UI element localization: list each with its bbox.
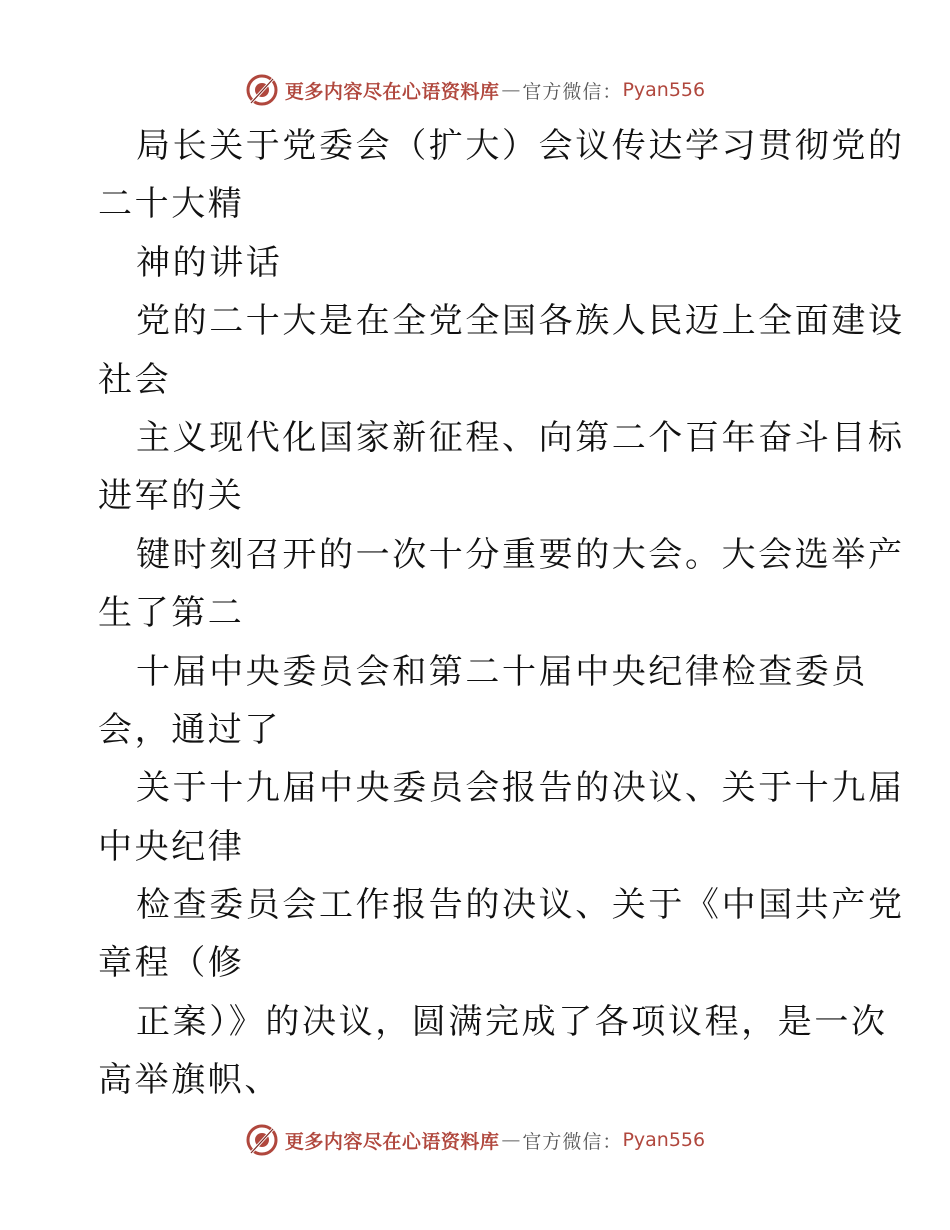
watermark-id: Pyan556 (622, 1129, 706, 1151)
text-line: 正案）》的决议，圆满完成了各项议程，是一次 (136, 1001, 888, 1042)
text-line: 进军的关 (98, 476, 245, 517)
text-line: 党的二十大是在全党全国各族人民迈上全面建设 (136, 301, 905, 342)
text-line: 生了第二 (98, 593, 245, 634)
watermark-id: Pyan556 (622, 79, 706, 101)
text-line: 十届中央委员会和第二十届中央纪律检查委员 (136, 651, 868, 692)
document-body (98, 117, 905, 1110)
text-line: 神的讲话 (136, 242, 283, 283)
text-line: 社会 (98, 359, 172, 400)
text-line: 主义现代化国家新征程、向第二个百年奋斗目标 (136, 417, 905, 458)
footer-watermark (0, 1120, 950, 1160)
watermark-dash: — (501, 79, 521, 101)
text-line: 章程（修 (98, 943, 245, 984)
text-line: 局长关于党委会（扩大）会议传达学习贯彻党的 (136, 126, 905, 166)
quill-logo-icon (245, 1123, 279, 1157)
quill-logo-icon (245, 73, 279, 107)
watermark-label: 官方微信： (522, 80, 623, 103)
text-line: 检查委员会工作报告的决议、关于《中国共产党 (136, 885, 905, 926)
text-line: 高举旗帜、 (98, 1060, 281, 1101)
text-line: 二十大精 (98, 184, 245, 225)
watermark-title: 更多内容尽在心语资料库 (284, 1130, 500, 1153)
text-line: 关于十九届中央委员会报告的决议、关于十九届 (136, 768, 905, 809)
watermark-dash: — (501, 1129, 521, 1151)
header-watermark (0, 70, 950, 110)
text-line: 会，通过了 (98, 709, 281, 750)
text-line: 中央纪律 (98, 826, 245, 867)
watermark-title: 更多内容尽在心语资料库 (284, 80, 500, 103)
watermark-label: 官方微信： (522, 1130, 623, 1153)
text-line: 键时刻召开的一次十分重要的大会。大会选举产 (136, 534, 905, 575)
